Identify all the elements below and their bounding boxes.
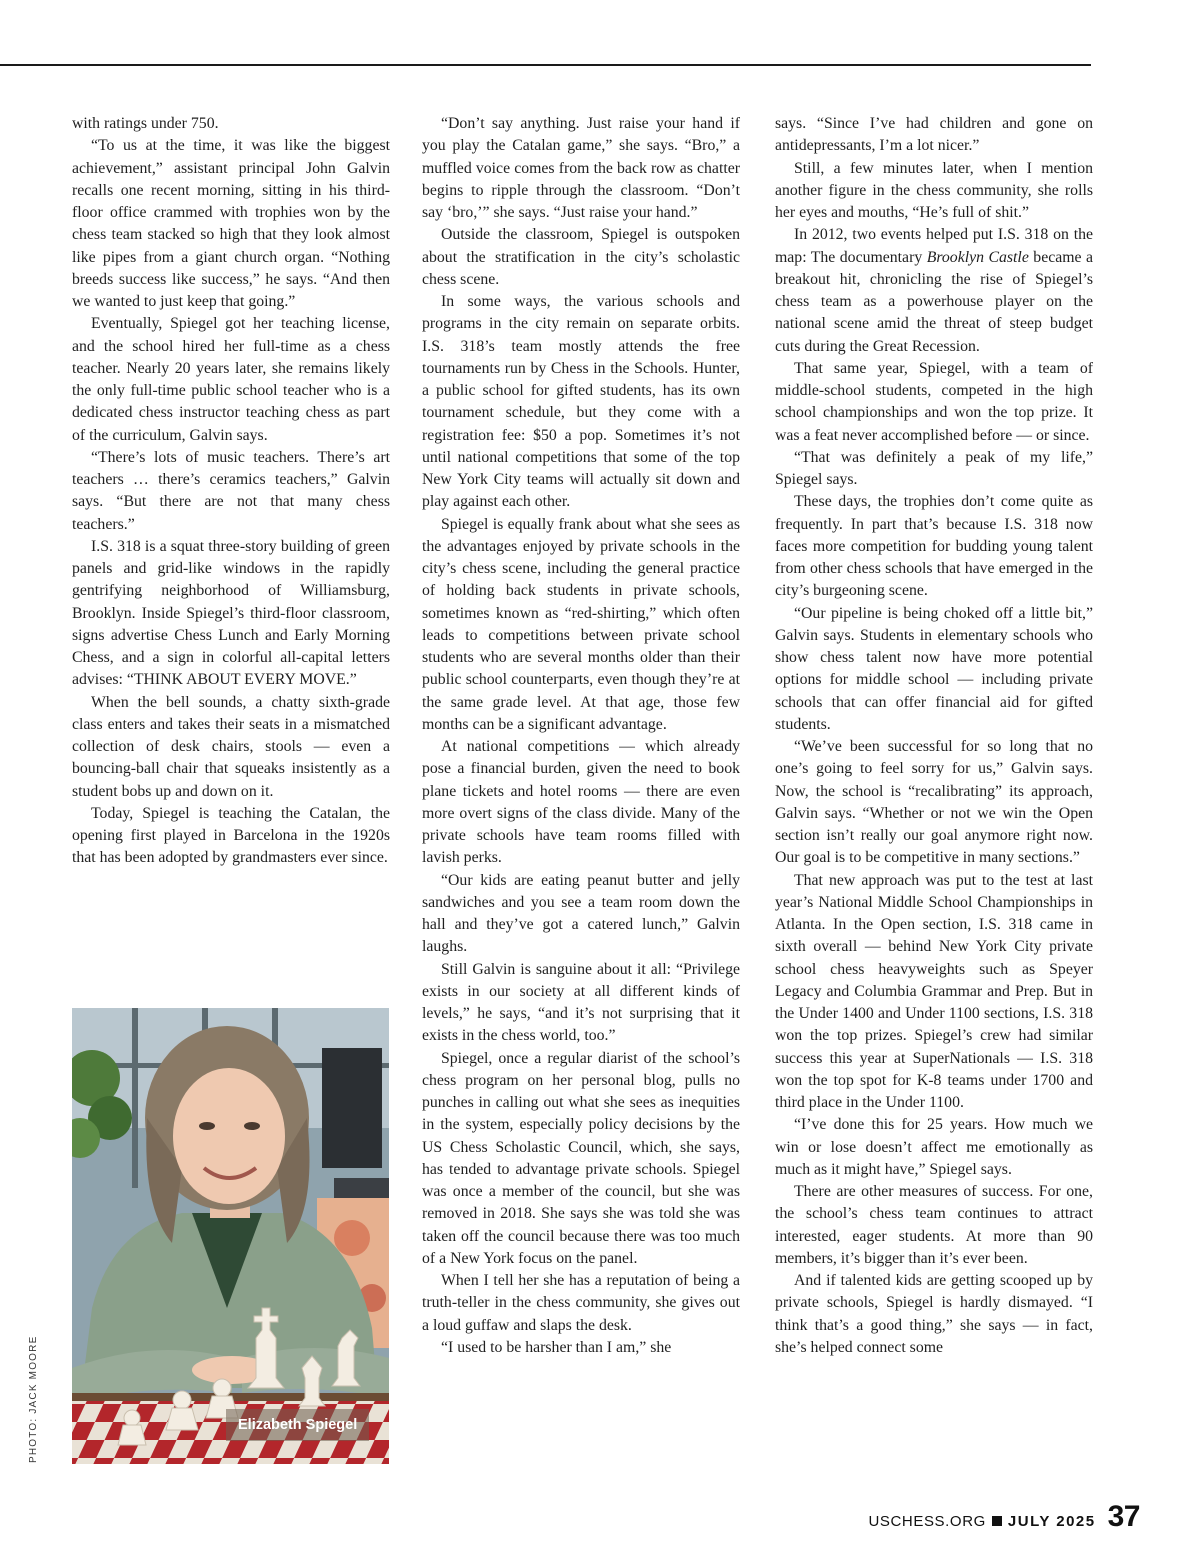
paragraph: I.S. 318 is a squat three-story building of green panels and grid-like windows in the rapidly gentrifying neighborhood of Williamsburg, Brooklyn. Inside Spiegel’s third-floor classroom, signs advertise Chess Lunch and Early Morning Chess, and a sign in colorful all-capital letters advises: “THINK ABOUT EVERY MOVE.”	[72, 537, 390, 689]
photo-caption: Elizabeth Spiegel	[226, 1409, 369, 1441]
paragraph: Spiegel is equally frank about what she sees as the advantages enjoyed by private schools in the city’s chess scene, including the general practice of holding back students in private schools, sometimes known as “red-shirting,” which often leads to competitions between private school students who are several months older than their public school counterparts, even though they’re at the same grade level. At that age, those few months can be a significant advantage.	[422, 515, 740, 733]
paragraph: Today, Spiegel is teaching the Catalan, the opening first played in Barcelona in the 1920s that has been adopted by grandmasters ever since.	[72, 804, 390, 867]
paragraph: “Our kids are eating peanut butter and jelly sandwiches and you see a team room down the hall and they’ve got a catered lunch,” Galvin laughs.	[422, 871, 740, 956]
paragraph: “That was definitely a peak of my life,” Spiegel says.	[775, 448, 1093, 488]
paragraph: “To us at the time, it was like the biggest achievement,” assistant principal John Galvin recalls one recent morning, sitting in his third-floor office crammed with trophies won by the chess team stacked so high that they look almost like pipes from a giant church organ. “Nothing breeds success like success,” he says. “And then we wanted to just keep that going.”	[72, 137, 390, 310]
paragraph: “There’s lots of music teachers. There’s art teachers … there’s ceramics teachers,” Galvin says. “But there are not that many chess teachers.”	[72, 448, 390, 533]
paragraph: Eventually, Spiegel got her teaching license, and the school hired her full-time as a chess teacher. Nearly 20 years later, she remains likely the only full-time public school teacher who is a dedicated chess instructor teaching chess as part of the curriculum, Galvin says.	[72, 315, 390, 444]
top-rule	[0, 64, 1091, 66]
article-column-2	[422, 113, 740, 1359]
paragraph: Still, a few minutes later, when I mention another figure in the chess community, she rolls her eyes and mouths, “He’s full of shit.”	[775, 159, 1093, 221]
paragraph: Spiegel, once a regular diarist of the school’s chess program on her personal blog, pulls no punches in calling out what she sees as inequities in the system, especially policy decisions by the US Chess Scholastic Council, which, she says, has tended to advantage private schools. Spiegel was once a member of the council, but she was removed in 2018. She says she was told she was taken off the council because there was too much of a New York focus on the panel.	[422, 1049, 740, 1267]
paragraph: “Don’t say anything. Just raise your hand if you play the Catalan game,” she says. “Bro,” a muffled voice comes from the back row as chatter begins to ripple through the classroom. “Don’t say ‘bro,’” she says. “Just raise your hand.”	[422, 115, 740, 221]
portrait-photo	[72, 1008, 389, 1464]
photo-credit: PHOTO: JACK MOORE	[28, 1335, 39, 1463]
paragraph: “We’ve been successful for so long that no one’s going to feel sorry for us,” Galvin says. Now, the school is “recalibrating” its approach, Galvin says. “Whether or not we win the Open section isn’t really our goal anymore right now. Our goal is to be competitive in many sections.”	[775, 738, 1093, 867]
separator-square-icon	[992, 1516, 1002, 1526]
article-column-3	[775, 113, 1093, 1359]
article-column-1	[72, 113, 390, 870]
paragraph: At national competitions — which already pose a financial burden, given the need to book plane tickets and hotel rooms — there are even more overt signs of the class divide. Many of the private schools have team rooms filled with lavish perks.	[422, 738, 740, 867]
paragraph	[775, 224, 1093, 358]
paragraph: “Our pipeline is being choked off a little bit,” Galvin says. Students in elementary schools who show chess talent now have more potential options for middle school — including private schools that can offer financial aid for gifted students.	[775, 604, 1093, 733]
paragraph: That new approach was put to the test at last year’s National Middle School Championships in Atlanta. In the Open section, I.S. 318 came in sixth overall — behind New York City private school chess heavyweights such as Speyer Legacy and Columbia Grammar and Prep. But in the Under 1400 and Under 1100 sections, I.S. 318 won the top prizes. Spiegel’s crew had similar success this year at SuperNationals — I.S. 318 won the top spot for K-8 teams under 1700 and third place in the Under 1100.	[775, 871, 1093, 1111]
paragraph: “I’ve done this for 25 years. How much we win or lose doesn’t affect me emotionally as much as it might have,” Spiegel says.	[775, 1116, 1093, 1178]
paragraph: Still Galvin is sanguine about it all: “Privilege exists in our society at all different kinds of levels,” he says, “and it’s not surprising that it exists in the chess world, too.”	[422, 960, 740, 1045]
paragraph: says. “Since I’ve had children and gone on antidepressants, I’m a lot nicer.”	[775, 115, 1093, 155]
issue-date: JULY 2025	[1007, 1513, 1096, 1530]
paragraph: Outside the classroom, Spiegel is outspoken about the stratification in the city’s scholastic chess scene.	[422, 226, 740, 288]
paragraph: In some ways, the various schools and programs in the city remain on separate orbits. I.S. 318’s team mostly attends the free tournaments run by Chess in the Schools. Hunter, a public school for gifted students, has its own tournament schedule, but they come with a registration fee: $50 a pop. Sometimes it’s not until national competitions that some of the top New York City teams will actually sit down and play against each other.	[422, 293, 740, 511]
paragraph: When the bell sounds, a chatty sixth-grade class enters and takes their seats in a mismatched collection of desk chairs, stools — even a bouncing-ball chair that squeaks insistently as a student bobs up and down on it.	[72, 693, 390, 800]
documentary-title: Brooklyn Castle	[926, 248, 1029, 266]
paragraph: There are other measures of success. For one, the school’s chess team continues to attract interested, eager students. At more than 90 members, it’s bigger than it’s ever been.	[775, 1183, 1093, 1267]
site-url: USCHESS.ORG	[868, 1513, 986, 1530]
paragraph-text: became a breakout hit, chronicling the rise of Spiegel’s chess team as a powerhouse player on the national scene amid the threat of steep budget cuts during the Great Recession.	[775, 248, 1093, 355]
paragraph: When I tell her she has a reputation of being a truth-teller in the chess community, she gives out a loud guffaw and slaps the desk.	[422, 1272, 740, 1334]
paragraph-text: In 2012, two events helped put I.S. 318 on the map: The documentary	[775, 226, 1093, 266]
paragraph: And if talented kids are getting scooped up by private schools, Spiegel is hardly dismayed. “I think that’s a good thing,” she says — in fact, she’s helped connect some	[775, 1272, 1093, 1356]
paragraph: with ratings under 750.	[72, 115, 219, 132]
page-number: 37	[1107, 1500, 1140, 1533]
page-footer	[840, 1500, 1140, 1540]
paragraph: “I used to be harsher than I am,” she	[441, 1338, 672, 1356]
paragraph: These days, the trophies don’t come quite as frequently. In part that’s because I.S. 318 now faces more competition for budding young talent from other chess schools that have emerged in the city’s burgeoning scene.	[775, 493, 1093, 600]
paragraph: That same year, Spiegel, with a team of middle-school students, competed in the high school championships and won the top prize. It was a feat never accomplished before — or since.	[775, 359, 1093, 444]
